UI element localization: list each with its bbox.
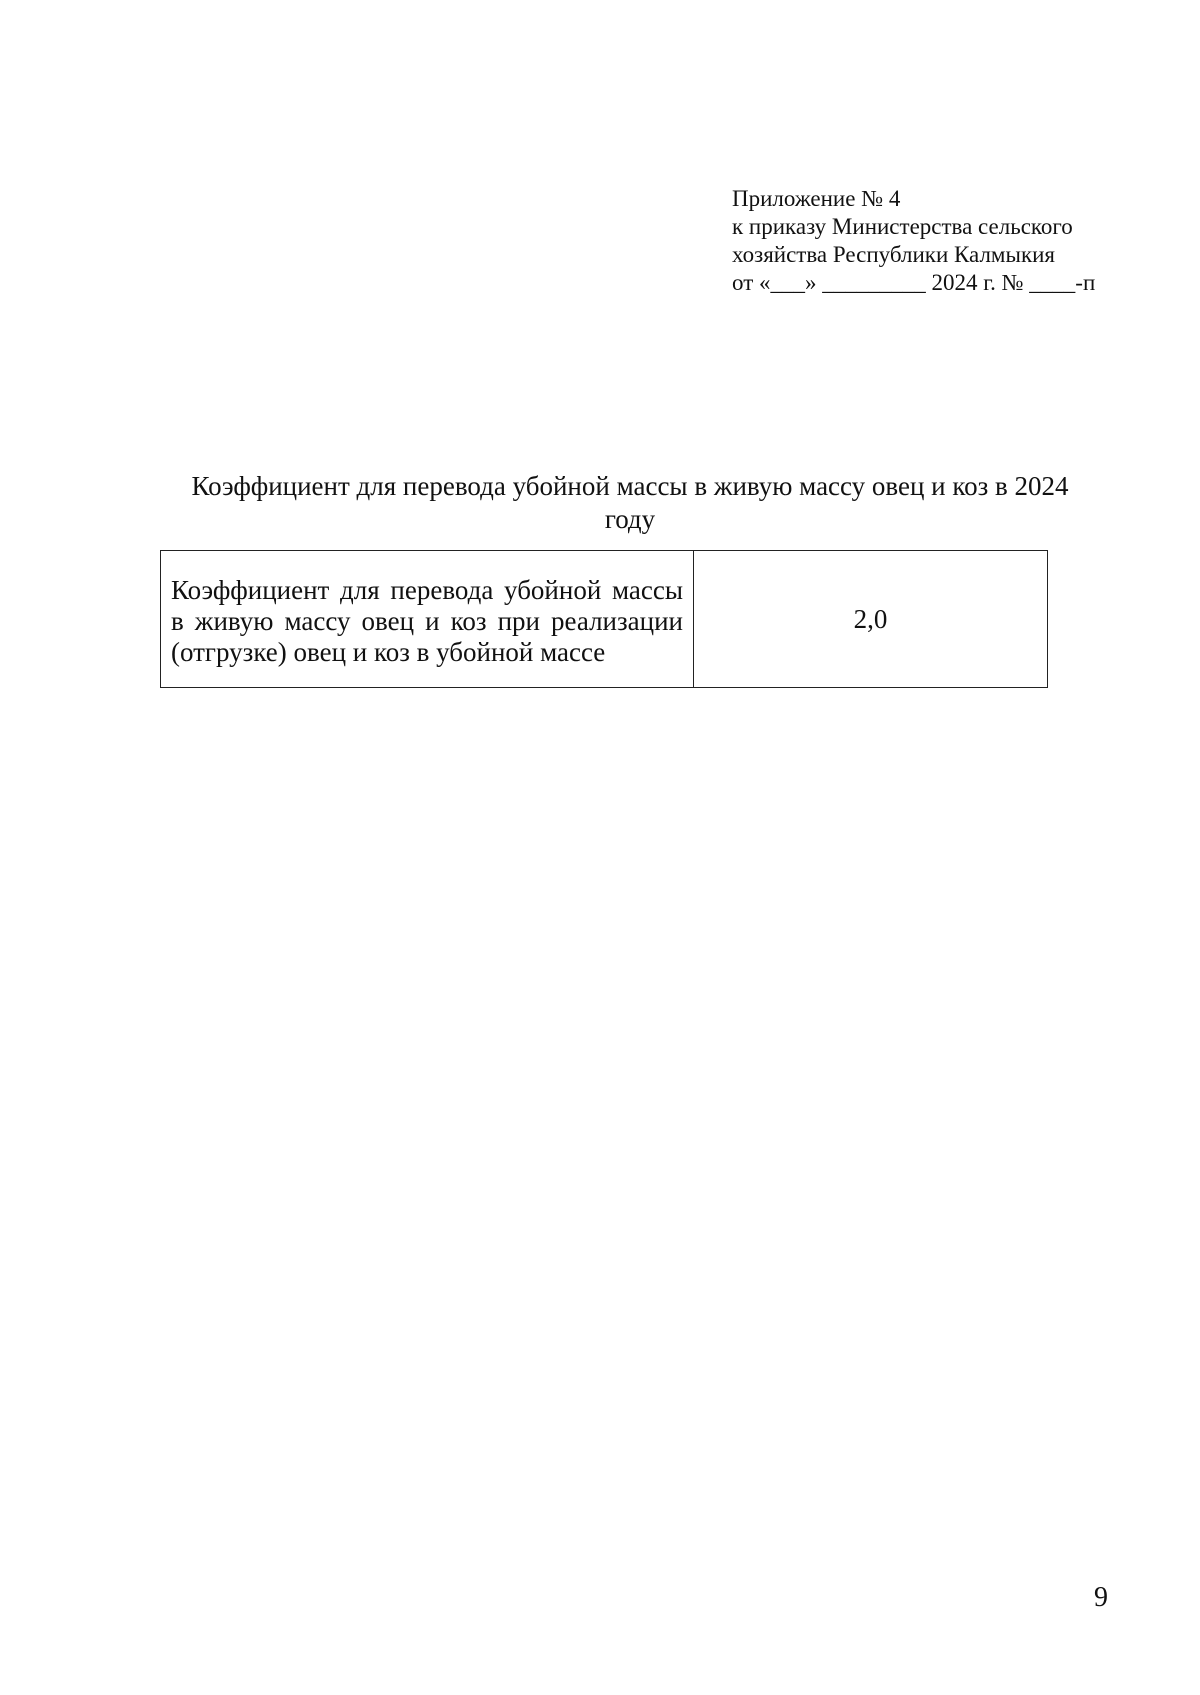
annex-date-number: от «___» _________ 2024 г. № ____-п	[732, 270, 1096, 295]
annex-order-reference: к приказу Министерства сельского	[732, 214, 1073, 239]
coefficient-value-cell: 2,0	[694, 551, 1048, 688]
annex-number: Приложение № 4	[732, 186, 901, 211]
document-title-line-1: Коэффициент для перевода убойной массы в живую массу овец и коз в 2024	[191, 471, 1069, 501]
page-number: 9	[1094, 1582, 1108, 1613]
annex-header	[732, 185, 1152, 297]
coefficient-description-cell: Коэффициент для перевода убойной массы в живую массу овец и коз при реализации (отгрузке) овец и коз в убойной массе	[161, 551, 694, 688]
coefficient-table	[160, 550, 1048, 688]
document-title	[150, 470, 1110, 536]
table-row	[161, 551, 1048, 688]
annex-ministry: хозяйства Республики Калмыкия	[732, 242, 1055, 267]
document-title-line-2: году	[604, 504, 656, 534]
